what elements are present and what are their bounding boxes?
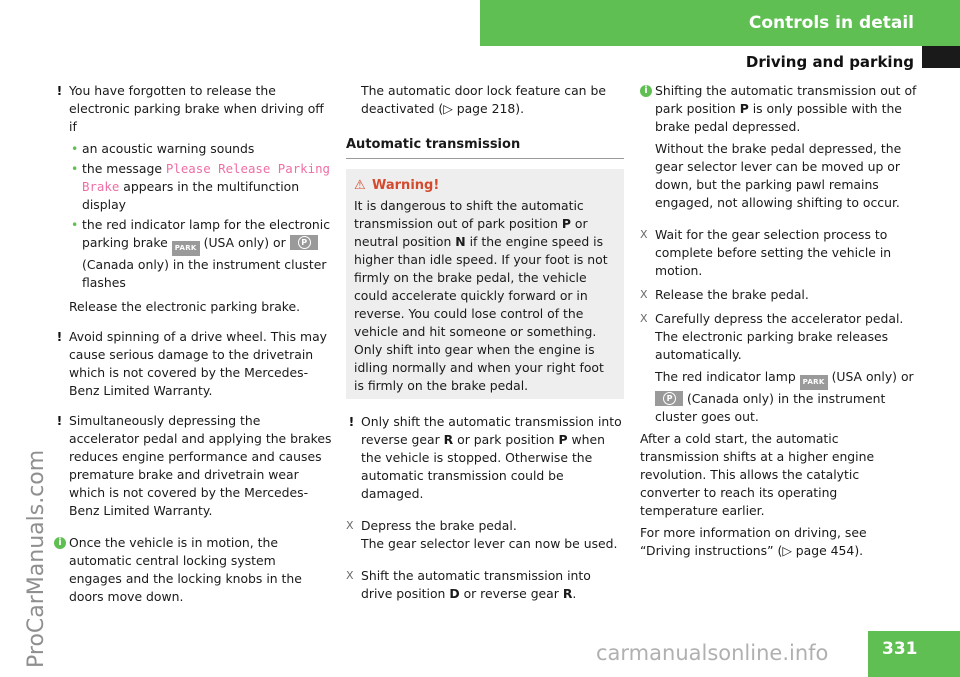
step-item: X Shift the automatic transmission into drive position D or reverse gear R.: [346, 568, 591, 601]
display-message: Brake: [82, 179, 120, 194]
info-continuation: Without the brake pedal depressed, the gear selector lever can be moved up or down, but the parking pawl remains engaged, not allowing shifting to occur.: [655, 141, 902, 210]
caution-note-reverse: ! Only shift the automatic transmission into reverse gear R or park position P when the vehicle is stopped. Otherwise the automatic transmission could be damaged.: [346, 413, 624, 503]
caution-note-pedals: ! Simultaneously depressing the accelerator pedal and applying the brakes reduces engine performance and causes premature brake and drivetrain wear which is not covered by the Mercedes-Benz Limited Warranty.: [54, 412, 332, 520]
column-2: [346, 82, 624, 603]
parking-brake-indicator-icon: P: [290, 235, 318, 250]
column-3: [640, 82, 918, 560]
bullet-marker: •: [71, 161, 79, 176]
body-paragraph-reference: For more information on driving, see “Driving instructions” (▷ page 454).: [640, 525, 867, 558]
display-message: Please Release Parking: [165, 161, 331, 176]
warning-title: ⚠ Warning!: [354, 178, 440, 193]
step-item: X Release the brake pedal.: [640, 287, 809, 302]
info-note-central-locking: i Once the vehicle is in motion, the automatic central locking system engages and the locking knobs in the doors move down.: [54, 534, 332, 606]
step-arrow-icon: X: [640, 228, 648, 241]
step-item: X Wait for the gear selection process to complete before setting the vehicle in motion.: [640, 227, 892, 278]
bullet-marker: •: [71, 217, 79, 232]
park-indicator-icon: PARK: [800, 375, 828, 390]
instruction-text: Release the electronic parking brake.: [69, 299, 301, 314]
page-number: 331: [868, 631, 960, 677]
step-arrow-icon: X: [346, 519, 354, 532]
thumb-tab: [922, 46, 960, 68]
step-arrow-icon: X: [640, 312, 648, 325]
info-icon: i: [640, 85, 652, 97]
side-watermark: ProCarManuals.com: [24, 449, 49, 668]
park-indicator-icon: PARK: [172, 241, 200, 256]
caution-marker: !: [348, 414, 355, 429]
step-item: X Carefully depress the accelerator pedal. The electronic parking brake releases automatically.: [640, 311, 904, 362]
info-icon: i: [54, 537, 66, 549]
info-note-park-position: i Shifting the automatic transmission out of park position P is only possible with the brake pedal depressed.: [640, 82, 918, 136]
step-arrow-icon: X: [640, 288, 648, 301]
section-heading: Automatic transmission: [346, 136, 624, 159]
caution-note-parking-brake: ! You have forgotten to release the electronic parking brake when driving off if: [54, 82, 332, 136]
parking-brake-indicator-icon: P: [655, 391, 683, 406]
section-header-tab: [480, 0, 960, 46]
bullet-item: • the red indicator lamp for the electronic parking brake PARK (USA only) or P (Canada only) in the instrument cluster flashes: [71, 217, 331, 290]
caution-marker: !: [56, 413, 63, 428]
caution-note-wheel-spin: ! Avoid spinning of a drive wheel. This may cause serious damage to the drivetrain which is not covered by the Mercedes-Benz Limited Warranty.: [54, 328, 332, 400]
caution-marker: !: [56, 83, 63, 98]
page-reference-arrow-icon: ▷: [443, 101, 453, 116]
page-reference-arrow-icon: ▷: [782, 543, 792, 558]
caution-marker: !: [56, 329, 63, 344]
warning-text: It is dangerous to shift the automatic transmission out of park position P or neutral position N if the engine speed is higher than idle speed. If your foot is not firmly on the brake pedal, the vehicle could accelerate quickly forward or in reverse. You could lose control of the vehicle and hit someone or something. Only shift into gear when the engine is idling normally and when your right foot is firmly on the brake pedal.: [354, 198, 608, 393]
section-title: Controls in detail: [748, 13, 914, 33]
door-lock-note: The automatic door lock feature can be deactivated (▷ page 218).: [361, 83, 606, 116]
subsection-title: Driving and parking: [745, 53, 914, 71]
step-item: X Depress the brake pedal. The gear selector lever can now be used.: [346, 518, 618, 551]
column-1: [54, 82, 332, 606]
step-arrow-icon: X: [346, 569, 354, 582]
indicator-note: The red indicator lamp PARK (USA only) or P (Canada only) in the instrument cluster goes out.: [655, 369, 914, 424]
bullet-marker: •: [71, 141, 79, 156]
bullet-item: • the message Please Release Parking Brake appears in the multifunction display: [71, 161, 331, 212]
warning-triangle-icon: ⚠: [354, 178, 366, 193]
warning-box: [346, 169, 624, 399]
body-paragraph: After a cold start, the automatic transmission shifts at a higher engine revolution. This allows the catalytic converter to reach its operating temperature earlier.: [640, 431, 875, 518]
bullet-item: • an acoustic warning sounds: [71, 141, 255, 156]
bottom-watermark: carmanualsonline.info: [596, 641, 829, 665]
